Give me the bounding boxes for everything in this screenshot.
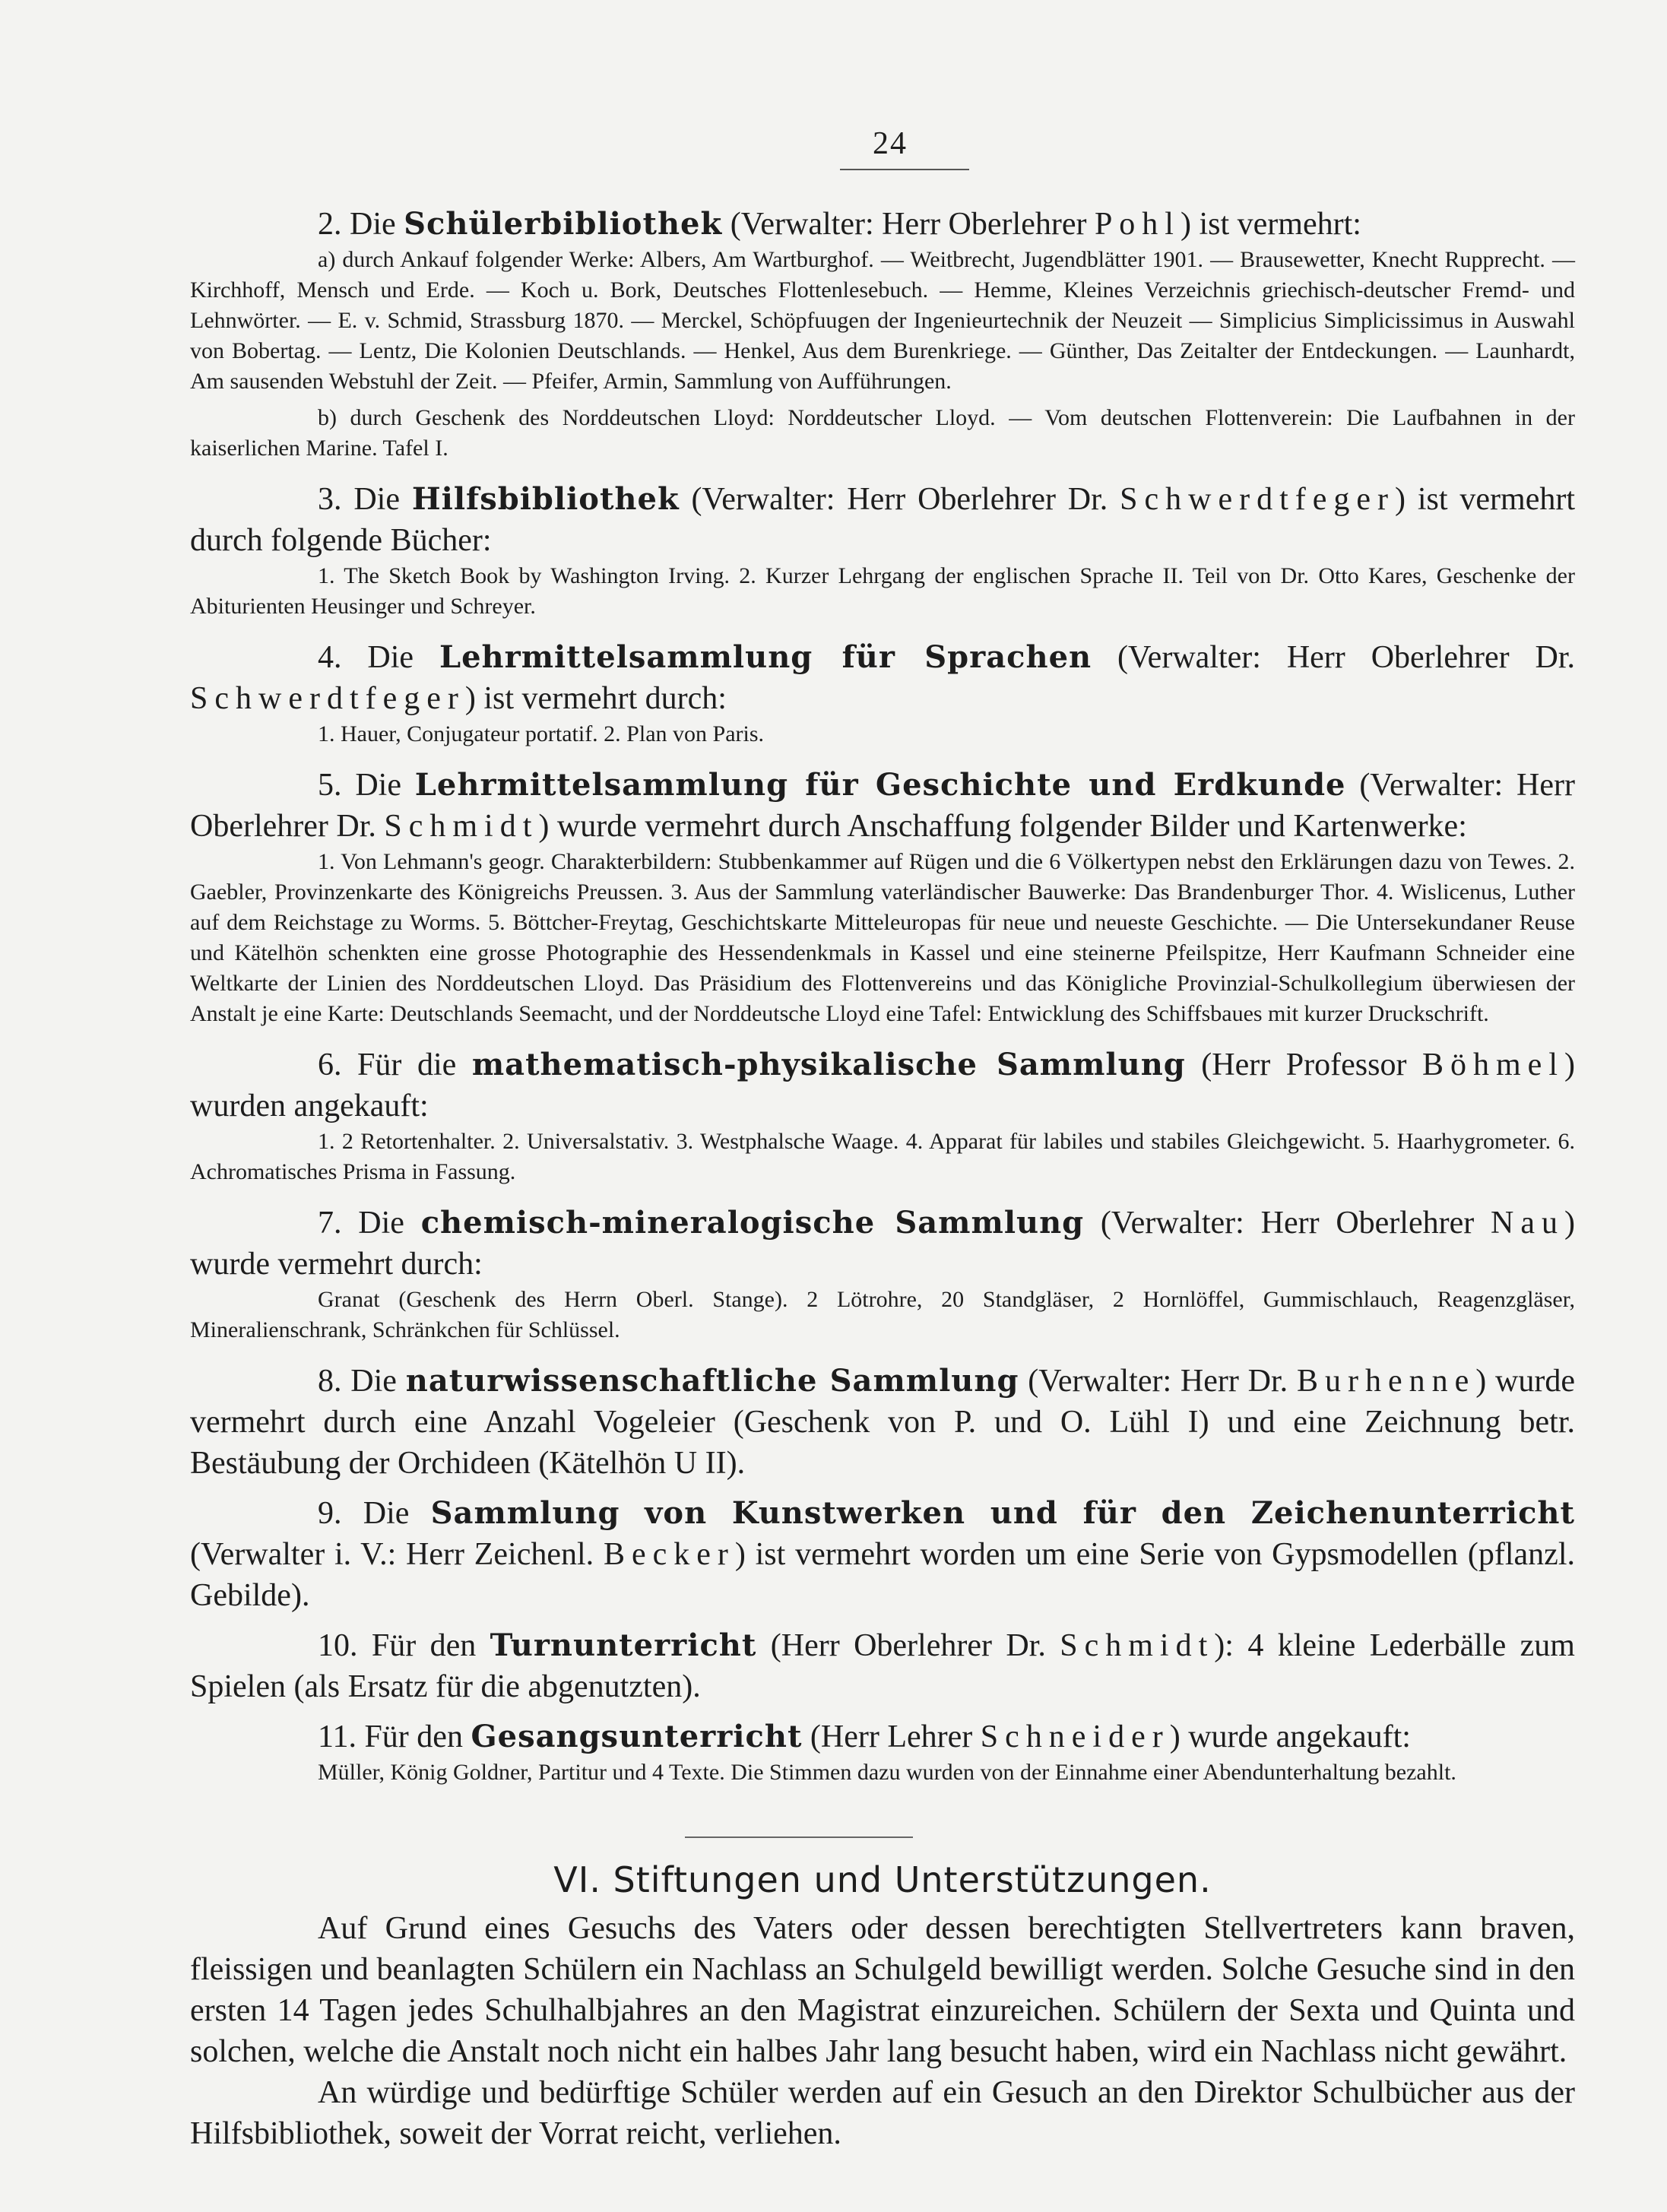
section-title: Hilfsbibliothek [411,481,680,517]
page-number: 24 [873,126,908,161]
section-title: Sammlung von Kunstwerken und für den Zeichenunterricht [430,1495,1575,1531]
section-detail [190,1285,1575,1345]
section-end-text: ) wurden angekauft: [190,1047,1575,1123]
section-detail [190,245,1575,397]
section-title: Turnunterricht [490,1627,757,1663]
section-end-text: ) wurde angekauft: [1169,1719,1411,1754]
section-end-text: ) wurde vermehrt durch eine Anzahl Vogeleier (Geschenk von P. und O. Lühl I) und eine Zeichnung betr. Bestäubung der Orchideen (Kätelhön U II). [190,1364,1575,1481]
section-pre-text: Die [341,768,415,803]
section-post-text: (Herr Oberlehrer Dr. [756,1628,1060,1663]
section-heading [190,1493,1575,1616]
section-number: 9. [318,1496,342,1531]
section-pre-text: Die [341,640,439,675]
section-heading [190,204,1575,245]
section-6 [190,1044,1575,1203]
page-body [190,204,1575,2154]
section-2 [190,204,1575,479]
chapter-paragraph [190,1908,1575,2072]
section-pre-text: Die [341,1206,421,1241]
section-detail [190,719,1575,749]
section-person-name: Schneider [980,1719,1170,1754]
detail-text: 1. Hauer, Conjugateur portatif. 2. Plan von Paris. [318,721,765,746]
section-person-name: Becker [603,1537,735,1572]
section-end-text: ) wurde vermehrt durch Anschaffung folgender Bilder und Kartenwerke: [538,809,1467,844]
paragraph-text: An würdige und bedürftige Schüler werden auf ein Gesuch an den Direktor Schulbücher aus der Hilfsbibliothek, soweit der Vorrat reicht, verliehen. [190,2075,1575,2151]
section-heading [190,765,1575,847]
detail-text: 1. 2 Retortenhalter. 2. Universalstativ. 3. Westphalsche Waage. 4. Apparat für labiles und stabiles Gleichgewicht. 5. Haarhygrometer. 6. Achromatisches Prisma in Fassung. [190,1129,1575,1184]
section-person-name: Schwerdtfeger [1120,482,1396,517]
detail-text: b) durch Geschenk des Norddeutschen Lloyd: Norddeutscher Lloyd. — Vom deutschen Flottenverein: Die Laufbahnen in der kaiserlichen Marine. Tafel I. [190,405,1575,461]
section-person-name: Pohl [1094,207,1181,242]
section-post-text: (Verwalter i. V.: Herr Zeichenl. [190,1537,604,1572]
section-person-name: Schmidt [384,809,539,844]
section-pre-text: Für den [357,1628,490,1663]
section-gap [190,1707,1575,1716]
section-number: 4. [318,640,342,675]
section-pre-text: Die [341,207,404,242]
section-post-text: (Verwalter: Herr Oberlehrer Dr. [190,768,1575,844]
section-heading [190,1716,1575,1757]
section-person-name: Nau [1491,1206,1564,1241]
section-person-name: Schmidt [1060,1628,1215,1663]
section-post-text: (Herr Professor [1185,1047,1422,1082]
section-heading [190,1044,1575,1127]
section-gap [190,1484,1575,1493]
section-end-text: ) ist vermehrt worden um eine Serie von Gypsmodellen (pflanzl. Gebilde). [190,1537,1575,1613]
section-end-text: ) ist vermehrt: [1180,207,1361,242]
section-heading [190,1625,1575,1707]
section-pre-text: Für die [341,1047,472,1082]
section-detail [190,1127,1575,1187]
section-pre-text: Für den [356,1719,471,1754]
detail-text: Granat (Geschenk des Herrn Oberl. Stange). 2 Lötrohre, 20 Standgläser, 2 Hornlöffel, Gummischlauch, Reagenzgläser, Mineralienschrank, Schränkchen für Schlüssel. [190,1287,1575,1342]
section-8 [190,1361,1575,1493]
section-person-name: Burhenne [1296,1364,1476,1399]
section-end-text: ) ist vermehrt durch folgende Bücher: [190,482,1576,558]
section-post-text: (Herr Lehrer [802,1719,981,1754]
section-gap [190,1035,1575,1044]
page-number-rule [840,169,969,170]
section-heading [190,1361,1575,1484]
section-pre-text: Die [341,1364,406,1399]
section-3 [190,479,1575,637]
section-number: 5. [318,768,342,803]
section-title: Lehrmittelsammlung für Sprachen [439,639,1092,675]
section-10 [190,1625,1575,1716]
section-separator-rule [685,1836,913,1838]
section-number: 3. [318,482,342,517]
section-gap [190,1193,1575,1203]
detail-text: 1. Von Lehmann's geogr. Charakterbildern: Stubbenkammer auf Rügen und die 6 Völkertypen nebst den Erklärungen dazu von Tewes. 2. Gaebler, Provinzenkarte des Königreichs Preussen. 3. Aus der Sammlung vaterländischer Bauwerke: Das Brandenburger Thor. 4. Wislicenus, Luther auf dem Reichstage zu Worms. 5. Böttcher-Freytag, Geschichtskarte Mitteleuropas für neue und neueste Geschichte. — Die Untersekundaner Reuse und Kätelhön schenkten eine grosse Photographie des Hessendenkmals in Kassel und eine steinerne Pfeilspitze, Herr Kaufmann Schneider eine Weltkarte der Linien des Norddeutschen Lloyd. Das Präsidium des Flottenvereins und das Königliche Provinzial-Schulkollegium überwiesen der Anstalt je eine Karte: Deutschlands Seemacht, und der Norddeutsche Lloyd eine Tafel: Entwicklung des Schiffsbaues mit kurzer Druckschrift. [190,849,1575,1026]
section-gap [190,1616,1575,1625]
section-post-text: (Verwalter: Herr Oberlehrer [722,207,1095,242]
section-person-name: Schwerdtfeger [190,681,465,716]
section-7 [190,1203,1575,1361]
detail-text: Müller, König Goldner, Partitur und 4 Texte. Die Stimmen dazu wurden von der Einnahme einer Abendunterhaltung bezahlt. [318,1760,1456,1785]
chapter-paragraph [190,2072,1575,2154]
section-detail [190,403,1575,464]
section-gap [190,756,1575,765]
section-title: Lehrmittelsammlung für Geschichte und Erdkunde [414,767,1346,803]
section-heading [190,1203,1575,1285]
section-heading [190,637,1575,719]
section-number: 7. [318,1206,342,1241]
section-heading [190,479,1575,561]
detail-text: 1. The Sketch Book by Washington Irving. 2. Kurzer Lehrgang der englischen Sprache II. Teil von Dr. Otto Kares, Geschenke der Abiturienten Heusinger und Schreyer. [190,563,1575,619]
section-person-name: Böhmel [1422,1047,1564,1082]
section-title: naturwissenschaftliche Sammlung [405,1363,1019,1399]
section-end-text: ) wurde vermehrt durch: [190,1206,1575,1282]
section-number: 10. [318,1628,358,1663]
detail-text: a) durch Ankauf folgender Werke: Albers, Am Wartburghof. — Weitbrecht, Jugendblätter 1901. — Brausewetter, Knecht Rupprecht. — Kirchhoff, Mensch und Erde. — Koch u. Bork, Deutsches Flottenlesebuch. — Hemme, Kleines Verzeichnis griechisch-deutscher Fremd- und Lehnwörter. — E. v. Schmid, Strassburg 1870. — Merckel, Schöpfuugen der Ingenieurtechnik der Neuzeit — Simplicius Simplicissimus in Auswahl von Bobertag. — Lentz, Die Kolonien Deutschlands. — Henkel, Aus dem Burenkriege. — Günther, Das Zeitalter der Entdeckungen. — Launhardt, Am sausenden Webstuhl der Zeit. — Pfeifer, Armin, Sammlung von Aufführungen. [190,247,1575,394]
section-post-text: (Verwalter: Herr Oberlehrer Dr. [679,482,1120,517]
section-end-text: ) ist vermehrt durch: [464,681,727,716]
section-number: 2. [318,207,342,242]
section-gap [190,1352,1575,1361]
paragraph-text: Auf Grund eines Gesuchs des Vaters oder dessen berechtigten Stellvertreters kann braven, fleissigen und beanlagten Schülern ein Nachlass an Schulgeld bewilligt werden. Solche Gesuche sind in den ersten 14 Tagen jedes Schulhalbjahres an den Magistrat einzureichen. Schülern der Sexta und Quinta und solchen, welche die Anstalt noch nicht ein halbes Jahr lang besucht haben, wird ein Nachlass nicht gewährt. [190,1911,1575,2069]
section-pre-text: Die [341,482,412,517]
section-number: 8. [318,1364,342,1399]
section-gap [190,1794,1575,1803]
section-post-text: (Verwalter: Herr Oberlehrer [1084,1206,1491,1241]
section-end-text: ): 4 kleine Lederbälle zum Spielen (als Ersatz für die abgenutzten). [190,1628,1575,1704]
section-title: Schülerbibliothek [404,206,723,242]
section-number: 6. [318,1047,342,1082]
section-4 [190,637,1575,765]
section-gap [190,470,1575,479]
section-post-text: (Verwalter: Herr Dr. [1019,1364,1297,1399]
section-title: mathematisch-physikalische Sammlung [471,1047,1186,1082]
section-gap [190,628,1575,637]
section-detail [190,847,1575,1029]
section-11 [190,1716,1575,1803]
section-number: 11. [318,1719,357,1754]
section-detail [190,561,1575,622]
section-5 [190,765,1575,1044]
section-detail [190,1757,1575,1788]
section-title: Gesangsunterricht [471,1719,803,1754]
section-post-text: (Verwalter: Herr Oberlehrer Dr. [1092,640,1575,675]
section-title: chemisch-mineralogische Sammlung [420,1205,1085,1241]
section-9 [190,1493,1575,1625]
chapter-heading: VI. Stiftungen und Unterstützungen. [553,1859,1212,1900]
section-pre-text: Die [341,1496,431,1531]
